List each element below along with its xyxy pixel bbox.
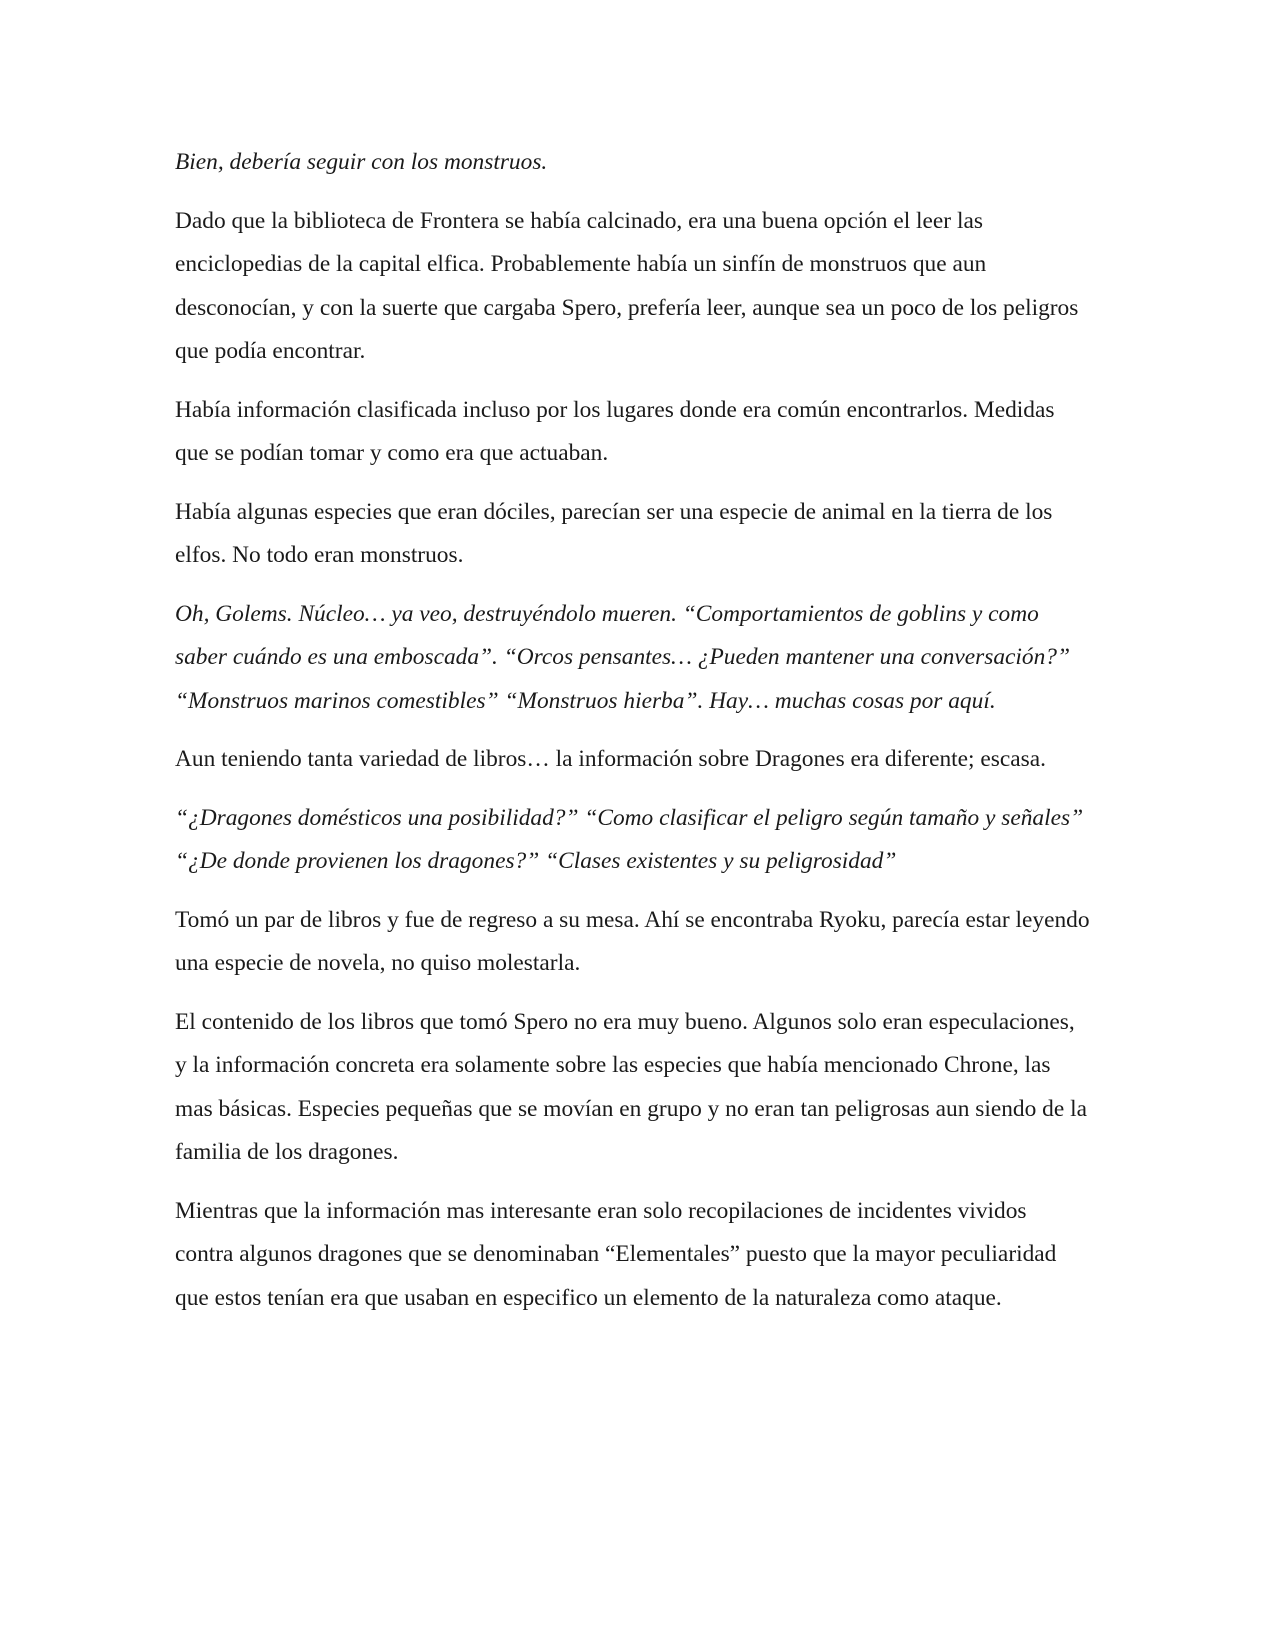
paragraph-book-content: El contenido de los libros que tomó Spero no era muy bueno. Algunos solo eran especulaciones, y la información concreta era solamente sobre las especies que había mencionado Chrone, las mas básicas. Especies pequeñas que se movían en grupo y no eran tan peligrosas aun siendo de la familia de los dragones. [175, 1008, 1087, 1165]
paragraph-ryoku: Tomó un par de libros y fue de regreso a su mesa. Ahí se encontraba Ryoku, parecía estar leyendo una especie de novela, no quiso molestarla. [175, 906, 1090, 976]
document-page [175, 141, 1090, 1335]
paragraph-elementales: Mientras que la información mas interesante eran solo recopilaciones de incidentes vividos contra algunos dragones que se denominaban “Elementales” puesto que la mayor peculiaridad que estos tenían era que usaban en especifico un elemento de la naturaleza como ataque. [175, 1197, 1057, 1311]
paragraph-classified-info: Había información clasificada incluso por los lugares donde era común encontrarlos. Medidas que se podían tomar y como era que actuaban. [175, 396, 1055, 466]
paragraph-thought-monsters: Bien, debería seguir con los monstruos. [175, 149, 548, 175]
paragraph-docile-species: Había algunas especies que eran dóciles, parecían ser una especie de animal en la tierra de los elfos. No todo eran monstruos. [175, 498, 1053, 568]
paragraph-dragon-book-titles: “¿Dragones domésticos una posibilidad?” “Como clasificar el peligro según tamaño y señales” “¿De donde provienen los dragones?” “Clases existentes y su peligrosidad” [175, 804, 1084, 874]
paragraph-dragon-info: Aun teniendo tanta variedad de libros… la información sobre Dragones era diferente; escasa. [175, 746, 1046, 772]
paragraph-thought-golems: Oh, Golems. Núcleo… ya veo, destruyéndolo mueren. “Comportamientos de goblins y como saber cuándo es una emboscada”. “Orcos pensantes… ¿Pueden mantener una conversación?” “Monstruos marinos comestibles” “Monstruos hierba”. Hay… muchas cosas por aquí. [175, 600, 1071, 714]
paragraph-frontera-library: Dado que la biblioteca de Frontera se había calcinado, era una buena opción el leer las enciclopedias de la capital elfica. Probablemente había un sinfín de monstruos que aun desconocían, y con la suerte que cargaba Spero, prefería leer, aunque sea un poco de los peligros que podía encontrar. [175, 207, 1079, 364]
